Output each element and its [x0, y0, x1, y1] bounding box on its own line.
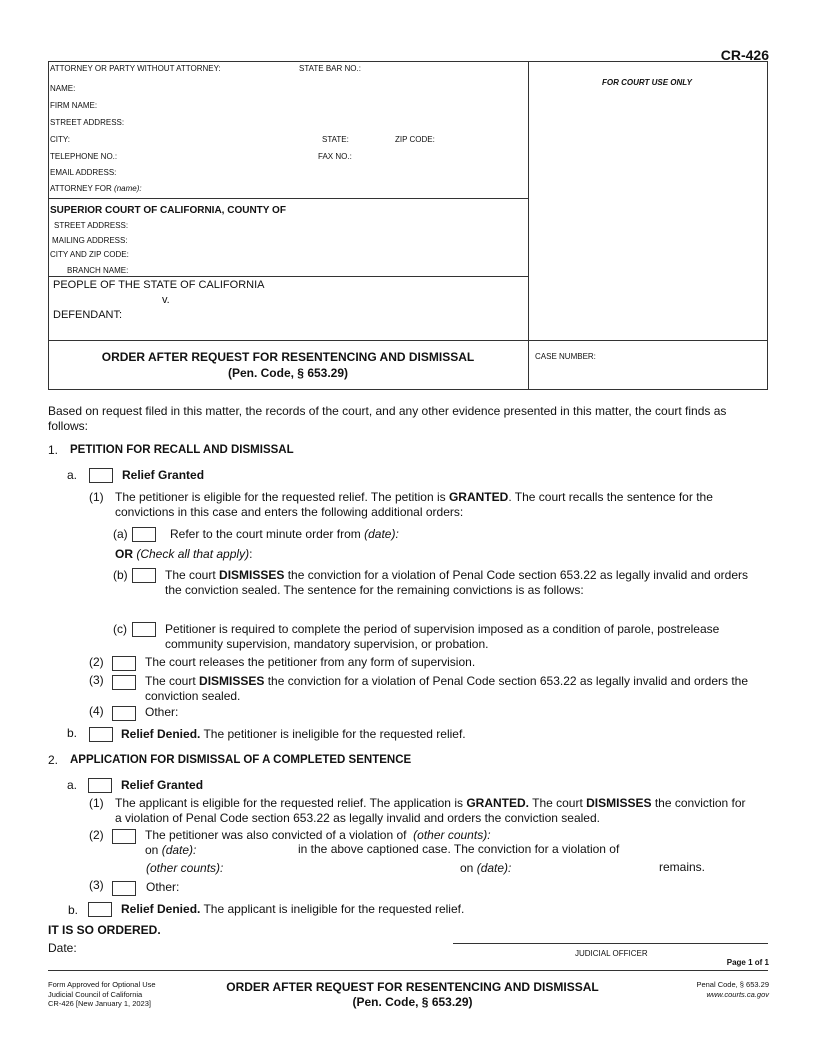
s1-p3-num: (3)	[89, 673, 104, 687]
intro-text: Based on request filed in this matter, the records of the court, and any other evidence presented in this matter, the court finds as follows:	[48, 404, 727, 433]
s1-pa-text	[170, 527, 399, 542]
s1-p3-pre: The court	[145, 674, 200, 688]
s1b-label: b.	[67, 726, 78, 740]
footer-title	[215, 980, 610, 1010]
footer-left-3: CR-426 [New January 1, 2023]	[48, 999, 151, 1008]
people-label: PEOPLE OF THE STATE OF CALIFORNIA	[53, 279, 265, 291]
attorney-for-text: ATTORNEY FOR	[50, 184, 112, 193]
s1-p3-post: the conviction for a violation of Penal Code section 653.22 as legally invalid and orders the conviction sealed.	[145, 674, 749, 703]
s2-p2-text	[145, 828, 491, 843]
s2-p2-other: (other counts):	[413, 828, 491, 842]
form-title	[48, 349, 528, 381]
s2a-title: Relief Granted	[121, 778, 204, 792]
section1-title: PETITION FOR RECALL AND DISMISSAL	[70, 444, 294, 456]
s1-pb-pre: The court	[165, 568, 220, 582]
s1-pb-post: the conviction for a violation of Penal Code section 653.22 as legally invalid and orders the conviction sealed. The sentence for the remaining convictions is as follows:	[165, 568, 749, 597]
section1-number: 1.	[48, 443, 59, 457]
s1b-bold: Relief Denied.	[121, 727, 201, 741]
s1b-text	[121, 727, 466, 742]
s2-p2-date2: (date):	[476, 861, 512, 875]
footer-title-main: ORDER AFTER REQUEST FOR RESENTENCING AND DISMISSAL	[226, 980, 599, 994]
zip-label: ZIP CODE:	[395, 135, 435, 144]
s1-pa-num: (a)	[113, 527, 128, 541]
s1-p2-text: The court releases the petitioner from any form of supervision.	[145, 655, 476, 669]
court-mailing-label: MAILING ADDRESS:	[52, 236, 128, 245]
s1-pa-checkbox[interactable]	[132, 527, 156, 542]
s2-p2-on-date	[145, 843, 196, 858]
date-label: Date:	[48, 941, 77, 955]
s2-p2-num: (2)	[89, 828, 104, 842]
versus-label: v.	[162, 294, 170, 306]
s2-p1-bold2: DISMISSES	[586, 796, 652, 810]
signature-line	[453, 943, 768, 944]
divider	[48, 198, 528, 199]
s2b-checkbox[interactable]	[88, 902, 112, 917]
s2b-bold: Relief Denied.	[121, 902, 201, 916]
form-id: CR-426	[720, 47, 769, 63]
s2-p2-checkbox[interactable]	[112, 829, 136, 844]
or-instruction	[115, 547, 252, 562]
s1-pb-num: (b)	[113, 568, 128, 582]
court-city-label: CITY AND ZIP CODE:	[50, 250, 129, 259]
s1-p1-num: (1)	[89, 490, 104, 504]
s1-p2-checkbox[interactable]	[112, 656, 136, 671]
name-label: NAME:	[50, 84, 76, 93]
state-bar-label: STATE BAR NO.:	[299, 64, 361, 73]
s2-p2-date: (date):	[161, 843, 197, 857]
s2-p1-num: (1)	[89, 796, 104, 810]
s1b-post: The petitioner is ineligible for the requested relief.	[200, 727, 466, 741]
s2-p2-mid: in the above captioned case. The conviction for a violation of	[298, 842, 620, 856]
s1-pc-text: Petitioner is required to complete the period of supervision imposed as a condition of parole, postrelease community supervision, mandatory supervision, or probation.	[165, 622, 720, 651]
s2-p2-on-date2	[460, 861, 511, 876]
attorney-label: ATTORNEY OR PARTY WITHOUT ATTORNEY:	[50, 64, 221, 73]
s2-p2-other2: (other counts):	[146, 861, 224, 875]
s2-p3-num: (3)	[89, 878, 104, 892]
fax-label: FAX NO.:	[318, 152, 352, 161]
s1-pa-label: Refer to the court minute order from	[170, 527, 361, 541]
footer-left-1: Form Approved for Optional Use	[48, 980, 156, 989]
attorney-for-label	[50, 184, 142, 193]
s2a-checkbox[interactable]	[88, 778, 112, 793]
s2-p2-remains: remains.	[659, 860, 706, 874]
footer-left-2: Judicial Council of California	[48, 989, 143, 999]
court-street-label: STREET ADDRESS:	[54, 221, 129, 230]
s1-p3-text	[145, 674, 760, 704]
s2-p2-on2: on	[460, 861, 474, 875]
s1-p2-num: (2)	[89, 655, 104, 669]
state-label: STATE:	[322, 135, 349, 144]
s2b-text	[121, 902, 464, 917]
s2b-post: The applicant is ineligible for the requested relief.	[200, 902, 465, 916]
s2-p1-text	[115, 796, 755, 826]
court-use-label: FOR COURT USE ONLY	[602, 78, 692, 87]
s1-pa-date: (date):	[364, 527, 399, 541]
or-bold: OR	[115, 547, 133, 561]
s2a-label: a.	[67, 778, 78, 792]
s1a-title: Relief Granted	[122, 468, 205, 482]
s2b-label: b.	[68, 903, 79, 917]
or-colon: :	[249, 547, 253, 561]
s1-pc-checkbox[interactable]	[132, 622, 156, 637]
city-label: CITY:	[50, 135, 71, 144]
s1-p4-text: Other:	[145, 705, 179, 719]
footer-right-1: Penal Code, § 653.29	[696, 980, 769, 989]
divider	[48, 340, 768, 341]
phone-label: TELEPHONE NO.:	[50, 152, 118, 161]
s1-p1-post: . The court recalls the sentence for the convictions in this case and enters the following additional orders:	[115, 490, 713, 519]
s1-pb-checkbox[interactable]	[132, 568, 156, 583]
so-ordered: IT IS SO ORDERED.	[48, 923, 161, 937]
section2-number: 2.	[48, 753, 59, 767]
firm-label: FIRM NAME:	[50, 101, 98, 110]
s2-p2-on: on	[145, 843, 159, 857]
s2-p1-post: the conviction for a violation of Penal Code section 653.22 as legally invalid and orders the conviction sealed.	[115, 796, 746, 825]
footer-right	[696, 980, 769, 999]
defendant-label: DEFENDANT:	[53, 309, 123, 321]
s1-p3-bold: DISMISSES	[199, 674, 265, 688]
email-label: EMAIL ADDRESS:	[50, 168, 117, 177]
s1a-label: a.	[67, 468, 78, 482]
page-number: Page 1 of 1	[726, 958, 769, 967]
s1-p1-pre: The petitioner is eligible for the requested relief. The petition is	[115, 490, 449, 504]
s1-p1-text	[115, 490, 755, 520]
s2-p3-checkbox[interactable]	[112, 881, 136, 896]
attorney-for-name: (name):	[114, 184, 142, 193]
section2-title: APPLICATION FOR DISMISSAL OF A COMPLETED SENTENCE	[70, 754, 412, 766]
form-title-main: ORDER AFTER REQUEST FOR RESENTENCING AND DISMISSAL	[101, 350, 475, 364]
case-number-label: CASE NUMBER:	[535, 352, 596, 361]
s1-pc-num: (c)	[113, 622, 127, 636]
s1-pb-text	[165, 568, 760, 598]
street-label: STREET ADDRESS:	[50, 118, 125, 127]
footer-right-2[interactable]: www.courts.ca.gov	[706, 989, 769, 999]
s1-p3-checkbox[interactable]	[112, 675, 136, 690]
or-italic: (Check all that apply)	[136, 547, 250, 561]
s2-p1-pre: The applicant is eligible for the requested relief. The application is	[115, 796, 467, 810]
s1b-checkbox[interactable]	[89, 727, 113, 742]
form-title-sub: (Pen. Code, § 653.29)	[227, 366, 349, 380]
s1-p4-num: (4)	[89, 704, 104, 718]
footer-rule	[48, 970, 768, 971]
s1a-checkbox[interactable]	[89, 468, 113, 483]
divider	[48, 276, 528, 277]
s1-p1-bold: GRANTED	[448, 490, 509, 504]
court-branch-label: BRANCH NAME:	[67, 266, 129, 275]
judicial-officer-label: JUDICIAL OFFICER	[575, 949, 648, 958]
s2-p1-bold: GRANTED.	[466, 796, 529, 810]
s1-p4-checkbox[interactable]	[112, 706, 136, 721]
s2-p1-mid: The court	[529, 796, 587, 810]
s1-pb-bold: DISMISSES	[219, 568, 285, 582]
court-title: SUPERIOR COURT OF CALIFORNIA, COUNTY OF	[50, 205, 286, 216]
s2-p2-label: The petitioner was also convicted of a violation of	[145, 828, 407, 842]
footer-title-sub: (Pen. Code, § 653.29)	[352, 995, 473, 1009]
s2-p3-text: Other:	[146, 880, 180, 894]
footer-left	[48, 980, 156, 1009]
